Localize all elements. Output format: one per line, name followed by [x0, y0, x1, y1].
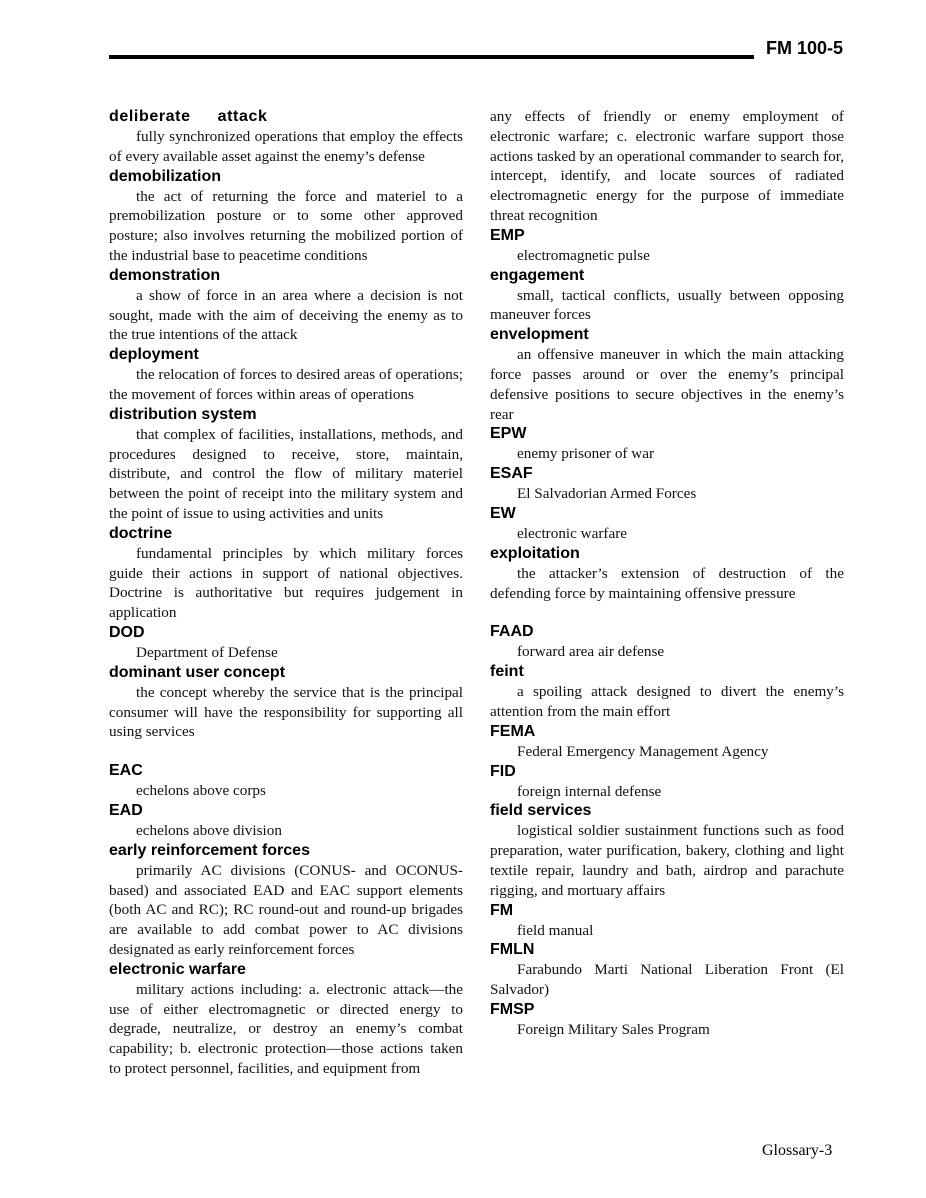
- glossary-definition: electronic warfare: [517, 524, 628, 542]
- glossary-definition: Foreign Military Sales Program: [517, 1020, 710, 1038]
- glossary-definition: the concept whereby the service that is the principal consumer will have the responsibility for supporting all using services: [109, 683, 463, 741]
- glossary-entry: [109, 841, 463, 960]
- glossary-entry: [490, 266, 844, 326]
- glossary-entry: [109, 167, 463, 266]
- glossary-entry: [490, 464, 844, 504]
- glossary-entry: [109, 345, 463, 405]
- glossary-entry: [490, 722, 844, 762]
- glossary-entry: [109, 960, 463, 1079]
- glossary-term: EMP: [490, 226, 525, 244]
- page-number: Glossary-3: [762, 1142, 833, 1159]
- glossary-term: dominant user concept: [109, 663, 286, 681]
- glossary-definition: the act of returning the force and materiel to a premobilization posture or to some other approved posture; also involves returning the mobilized portion of the industrial base to peacetime conditions: [109, 187, 463, 264]
- glossary-definition-continuation: any effects of friendly or enemy employment of electronic warfare; c. electronic warfare support those actions tasked by an operational commander to search for, intercept, identify, and locate sources of radiated electromagnetic energy for the purpose of immediate threat recognition: [490, 108, 844, 224]
- section-gap: [490, 603, 844, 622]
- glossary-term: EW: [490, 504, 516, 522]
- glossary-term: feint: [490, 663, 524, 681]
- glossary-definition: the attacker’s extension of destruction of the defending force by maintaining offensive pressure: [490, 564, 844, 602]
- glossary-term: FM: [490, 901, 514, 919]
- glossary-term: deployment: [109, 346, 199, 364]
- glossary-entry: [490, 940, 844, 1000]
- glossary-definition: military actions including: a. electronic attack—the use of either electromagnetic or directed energy to degrade, neutralize, or destroy an enemy’s combat capability; b. electronic protection—those actions taken to protect personnel, facilities, and equipment from: [109, 980, 463, 1077]
- glossary-definition: fully synchronized operations that employ the effects of every available asset against the enemy’s defense: [109, 128, 463, 165]
- glossary-definition: El Salvadorian Armed Forces: [517, 485, 697, 503]
- section-gap: [109, 742, 463, 761]
- glossary-definition: echelons above division: [136, 821, 282, 839]
- glossary-definition: an offensive maneuver in which the main attacking force passes around or over the enemy’s principal defensive positions to secure objectives in the enemy’s rear: [490, 346, 844, 423]
- glossary-entry: [109, 761, 463, 801]
- glossary-entry: [109, 107, 463, 167]
- glossary-definition: the relocation of forces to desired areas of operations; the movement of forces within areas of operations: [109, 366, 463, 403]
- glossary-term: EAC: [109, 762, 143, 780]
- glossary-definition: field manual: [517, 921, 594, 939]
- glossary-term: deliberate attack: [109, 108, 268, 125]
- glossary-definition: foreign internal defense: [517, 782, 662, 800]
- glossary-definition: echelons above corps: [136, 782, 266, 800]
- glossary-entry: [109, 266, 463, 345]
- glossary-term: ESAF: [490, 465, 533, 483]
- glossary-term: electronic warfare: [109, 960, 246, 978]
- glossary-entry: [490, 544, 844, 604]
- glossary-definition: electromagnetic pulse: [517, 246, 650, 264]
- glossary-term: EPW: [490, 425, 527, 443]
- glossary-entry: [490, 622, 844, 662]
- glossary-entry: [109, 663, 463, 742]
- glossary-entry: [490, 662, 844, 722]
- glossary-definition: Department of Defense: [136, 643, 278, 661]
- glossary-definition: logistical soldier sustainment functions such as food preparation, water purification, bakery, clothing and light textile repair, laundry and bath, airdrop and parachute rigging, and mortuary affairs: [490, 822, 844, 899]
- glossary-term: exploitation: [490, 544, 580, 562]
- glossary-definition: enemy prisoner of war: [517, 445, 655, 463]
- glossary-definition: a spoiling attack designed to divert the enemy’s attention from the main effort: [490, 683, 844, 720]
- glossary-entry: [490, 504, 844, 544]
- left-column: [109, 107, 463, 1079]
- glossary-definition: that complex of facilities, installations, methods, and procedures designed to receive, store, maintain, distribute, and control the flow of military materiel between the point of receipt into the military system and the point of issue to using activities and units: [109, 425, 463, 522]
- glossary-entry: [490, 801, 844, 900]
- glossary-term: EAD: [109, 801, 143, 819]
- glossary-term: FID: [490, 762, 516, 780]
- document-id: FM 100-5: [766, 38, 844, 58]
- glossary-term: FMSP: [490, 1000, 535, 1018]
- glossary-entry: [490, 325, 844, 424]
- glossary-term: engagement: [490, 266, 585, 284]
- glossary-definition: Federal Emergency Management Agency: [517, 742, 769, 760]
- glossary-term: demonstration: [109, 266, 221, 284]
- glossary-entry: [490, 424, 844, 464]
- glossary-term: doctrine: [109, 524, 173, 542]
- glossary-entry: [490, 762, 844, 802]
- glossary-entry: [109, 405, 463, 524]
- header-rule: [109, 55, 754, 59]
- glossary-term: early reinforcement forces: [109, 841, 310, 859]
- glossary-definition: primarily AC divisions (CONUS- and OCONUS-based) and associated EAD and EAC support elements (both AC and RC); RC round-out and round-up brigades are available to add combat power to AC divisions designated as early reinforcement forces: [109, 861, 463, 958]
- glossary-term: FAAD: [490, 623, 534, 641]
- glossary-term: envelopment: [490, 326, 589, 344]
- glossary-definition: fundamental principles by which military forces guide their actions in support of national objectives. Doctrine is authoritative but requires judgement in application: [109, 544, 463, 622]
- glossary-entry: [490, 901, 844, 941]
- glossary-term: demobilization: [109, 167, 221, 185]
- glossary-entry: [109, 524, 463, 623]
- glossary-entry: [109, 801, 463, 841]
- glossary-definition: forward area air defense: [517, 643, 665, 661]
- glossary-term: field services: [490, 802, 592, 820]
- glossary-definition: a show of force in an area where a decision is not sought, made with the aim of deceiving the enemy as to the true intentions of the attack: [109, 286, 463, 344]
- glossary-definition: Farabundo Marti National Liberation Front (El Salvador): [490, 961, 844, 999]
- glossary-entry: [490, 226, 844, 266]
- glossary-term: distribution system: [109, 405, 257, 423]
- glossary-entry: [490, 1000, 844, 1040]
- glossary-term: DOD: [109, 623, 145, 641]
- glossary-definition: small, tactical conflicts, usually between opposing maneuver forces: [490, 286, 844, 324]
- glossary-entry: [109, 623, 463, 663]
- glossary-term: FMLN: [490, 941, 535, 959]
- glossary-term: FEMA: [490, 722, 536, 740]
- right-column: [490, 107, 844, 1040]
